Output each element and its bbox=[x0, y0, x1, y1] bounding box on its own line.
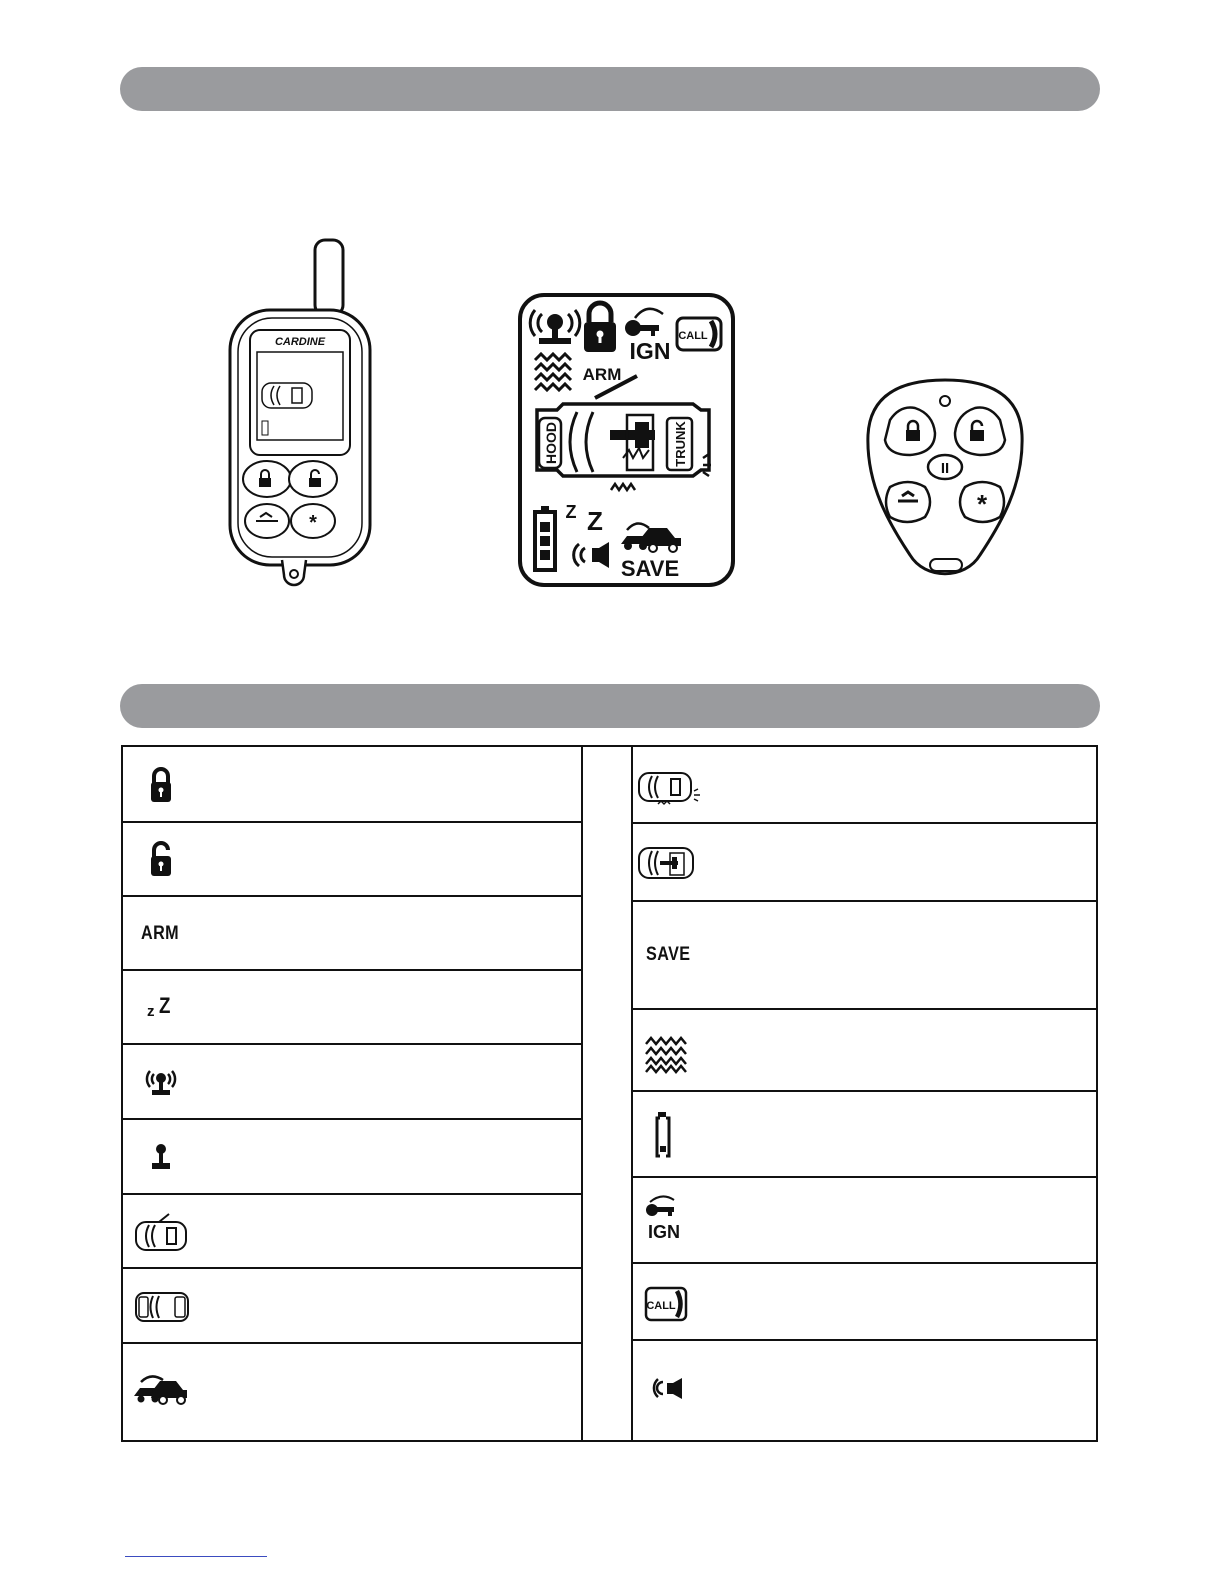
remote-star-button bbox=[960, 482, 1004, 522]
legend-row bbox=[123, 897, 581, 971]
ignition-key-icon bbox=[644, 1194, 688, 1244]
call-icon bbox=[644, 1284, 690, 1324]
icon-legend-table bbox=[121, 745, 1098, 1442]
svg-text:IGN: IGN bbox=[647, 1222, 681, 1242]
signal-icon bbox=[149, 1142, 173, 1172]
svg-text:*: * bbox=[976, 489, 988, 519]
car-shock-icon bbox=[636, 765, 706, 807]
car-remote-start-icon bbox=[131, 1372, 189, 1410]
svg-text:CALL: CALL bbox=[678, 330, 708, 342]
legend-row bbox=[632, 1341, 1098, 1440]
legend-row bbox=[632, 1178, 1098, 1264]
lcd-display-illustration bbox=[515, 290, 740, 590]
svg-text:Z: Z bbox=[587, 506, 603, 536]
arm-text-icon: ARM bbox=[141, 923, 180, 944]
one-way-remote-illustration bbox=[860, 375, 1030, 585]
svg-text:CALL: CALL bbox=[646, 1300, 676, 1312]
svg-text:HOOD: HOOD bbox=[543, 422, 559, 464]
brand-logo: CARDINE bbox=[274, 336, 326, 348]
footer-link-underline[interactable] bbox=[125, 1556, 267, 1557]
remote-star-button bbox=[291, 504, 335, 538]
svg-text:II: II bbox=[940, 460, 950, 477]
legend-row bbox=[632, 902, 1098, 1010]
svg-text:SAVE: SAVE bbox=[620, 556, 680, 581]
legend-row bbox=[123, 1045, 581, 1120]
two-way-remote-illustration bbox=[200, 235, 400, 595]
legend-row bbox=[123, 1195, 581, 1269]
svg-text:ARM: ARM bbox=[582, 365, 622, 384]
svg-text:*: * bbox=[309, 512, 317, 534]
remote-center-button bbox=[928, 455, 962, 479]
svg-text:Z: Z bbox=[565, 502, 577, 522]
call-icon bbox=[677, 318, 721, 350]
svg-text:IGN: IGN bbox=[629, 338, 671, 364]
lock-icon bbox=[149, 765, 173, 805]
column-divider bbox=[581, 747, 583, 1440]
svg-text:TRUNK: TRUNK bbox=[673, 421, 688, 467]
car-hood-trunk-icon bbox=[133, 1287, 191, 1327]
legend-row bbox=[123, 823, 581, 897]
save-text-icon: SAVE bbox=[646, 944, 691, 965]
sleep-icon: z Z bbox=[147, 993, 171, 1020]
legend-row bbox=[632, 824, 1098, 902]
legend-row bbox=[123, 1120, 581, 1195]
legend-row bbox=[632, 1092, 1098, 1178]
car-intrusion-icon bbox=[636, 842, 698, 884]
heat-wave-icon bbox=[644, 1034, 688, 1074]
legend-row bbox=[123, 1344, 581, 1440]
legend-row bbox=[632, 1010, 1098, 1092]
remote-trunk-button bbox=[245, 504, 289, 538]
remote-unlock-button bbox=[289, 461, 337, 497]
remote-lock-button bbox=[243, 461, 291, 497]
battery-low-icon bbox=[654, 1110, 676, 1160]
legend-row bbox=[123, 971, 581, 1045]
legend-row bbox=[632, 747, 1098, 824]
car-door-open-icon bbox=[133, 1212, 191, 1254]
legend-row bbox=[632, 1264, 1098, 1341]
remote-trunk-button bbox=[886, 482, 930, 522]
unlock-icon bbox=[149, 839, 173, 879]
car-icon bbox=[262, 383, 312, 408]
legend-row bbox=[123, 747, 581, 823]
section-header-bar bbox=[120, 67, 1100, 111]
speaker-icon bbox=[650, 1375, 686, 1403]
legend-row bbox=[123, 1269, 581, 1344]
section-header-bar bbox=[120, 684, 1100, 728]
alarm-transmitting-icon bbox=[145, 1067, 177, 1099]
